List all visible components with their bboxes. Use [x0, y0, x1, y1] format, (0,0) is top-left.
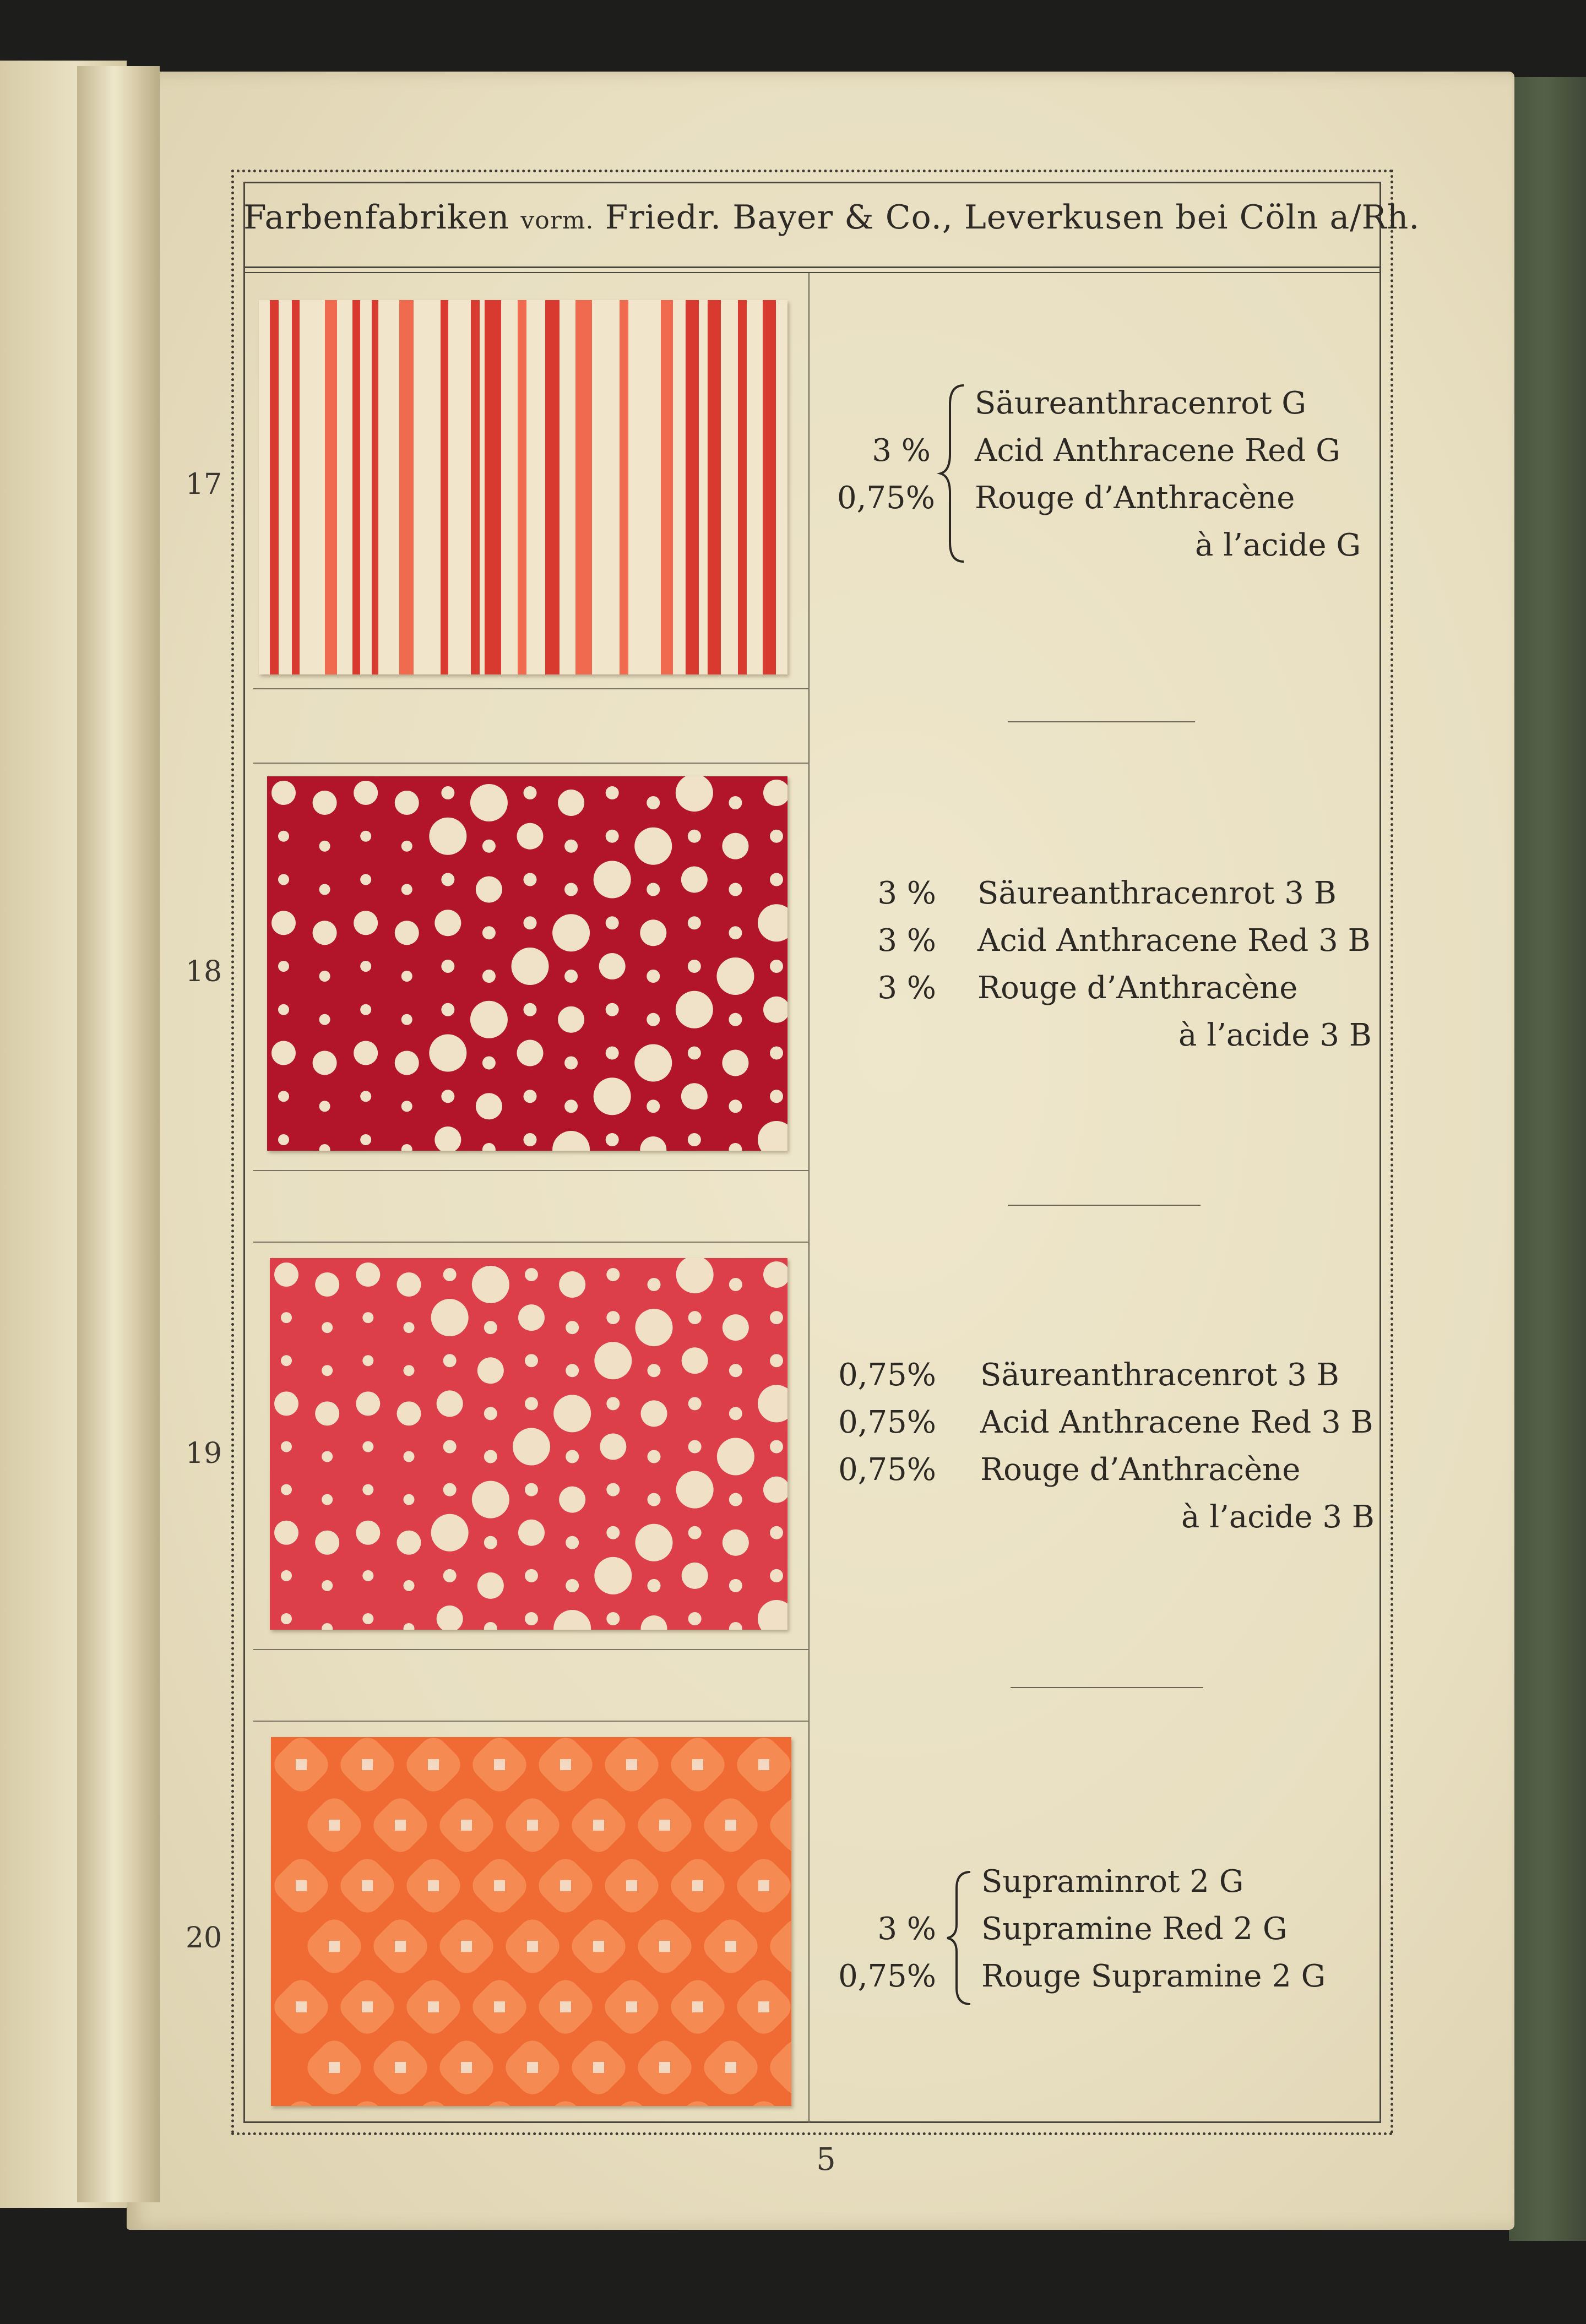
separator-line — [1011, 1687, 1203, 1688]
book-cover-edge — [1509, 77, 1586, 2241]
dye-percent: 0,75% — [838, 1405, 936, 1440]
header-company: Farbenfabriken — [243, 198, 510, 237]
dye-name-en: Acid Anthracene Red 3 B — [980, 1405, 1373, 1440]
page-header — [243, 198, 1420, 237]
header-address: Friedr. Bayer & Co., Leverkusen bei Cöln a/Rh. — [605, 198, 1420, 237]
dye-percent: 3 % — [877, 923, 936, 959]
sample-number-18: 18 — [185, 955, 222, 988]
dye-name-de: Supraminrot 2 G — [981, 1864, 1244, 1900]
dye-name-fr-cont: à l’acide G — [1195, 527, 1361, 563]
header-vorm: vorm. — [520, 206, 594, 235]
dye-name-fr-cont: à l’acide 3 B — [1178, 1017, 1372, 1053]
fabric-swatch-lattice-orange — [271, 1737, 791, 2106]
cell-rule — [253, 1721, 810, 1722]
curly-brace-icon — [936, 383, 969, 564]
header-rule — [243, 266, 1381, 268]
recipe-20 — [837, 1858, 1360, 2012]
cell-rule — [253, 1649, 810, 1650]
header-rule-thin — [243, 272, 1381, 273]
sample-number-17: 17 — [185, 468, 222, 501]
dye-percent: 0,75% — [837, 480, 935, 516]
lattice-pattern — [271, 1737, 791, 2106]
dye-name-de: Säureanthracenrot 3 B — [980, 1357, 1339, 1393]
recipe-17 — [837, 380, 1360, 578]
sample-number-20: 20 — [185, 1922, 222, 1955]
column-divider — [808, 273, 810, 2123]
recipe-19 — [837, 1352, 1375, 1550]
cell-rule — [253, 1242, 810, 1243]
dye-name-fr: Rouge Supramine 2 G — [981, 1958, 1326, 1994]
dot-pattern — [270, 1258, 787, 1630]
dye-percent: 0,75% — [838, 1357, 936, 1393]
dye-name-fr: Rouge d’Anthracène — [980, 1452, 1301, 1488]
dye-name-fr: Rouge d’Anthracène — [975, 480, 1295, 516]
dye-percent: 3 % — [872, 433, 931, 469]
sample-number-19: 19 — [185, 1437, 222, 1470]
recipe-18 — [837, 870, 1372, 1068]
dye-percent: 3 % — [877, 970, 936, 1006]
cell-rule — [253, 1170, 810, 1171]
dye-name-fr-cont: à l’acide 3 B — [1181, 1499, 1375, 1535]
separator-line — [1008, 721, 1195, 722]
fabric-swatch-stripes — [259, 300, 787, 674]
dye-name-de: Säureanthracenrot 3 B — [977, 875, 1337, 911]
dye-percent: 3 % — [877, 875, 936, 911]
stripe-pattern — [259, 300, 787, 674]
dye-name-de: Säureanthracenrot G — [975, 385, 1306, 421]
dye-percent: 0,75% — [838, 1958, 936, 1994]
dye-percent: 3 % — [877, 1911, 936, 1947]
cell-rule — [253, 763, 810, 764]
curly-brace-icon — [943, 1869, 976, 2007]
dye-name-en: Acid Anthracene Red 3 B — [977, 923, 1371, 959]
dye-name-en: Supramine Red 2 G — [981, 1911, 1288, 1947]
fabric-swatch-dots-crimson — [267, 776, 787, 1151]
page-number: 5 — [816, 2142, 836, 2178]
dye-percent: 0,75% — [838, 1452, 936, 1488]
dye-name-en: Acid Anthracene Red G — [975, 433, 1340, 469]
separator-line — [1008, 1205, 1201, 1206]
dye-name-fr: Rouge d’Anthracène — [977, 970, 1298, 1006]
page-gutter — [77, 66, 160, 2202]
fabric-swatch-dots-red — [270, 1258, 787, 1630]
dot-pattern — [267, 776, 787, 1151]
cell-rule — [253, 688, 810, 689]
